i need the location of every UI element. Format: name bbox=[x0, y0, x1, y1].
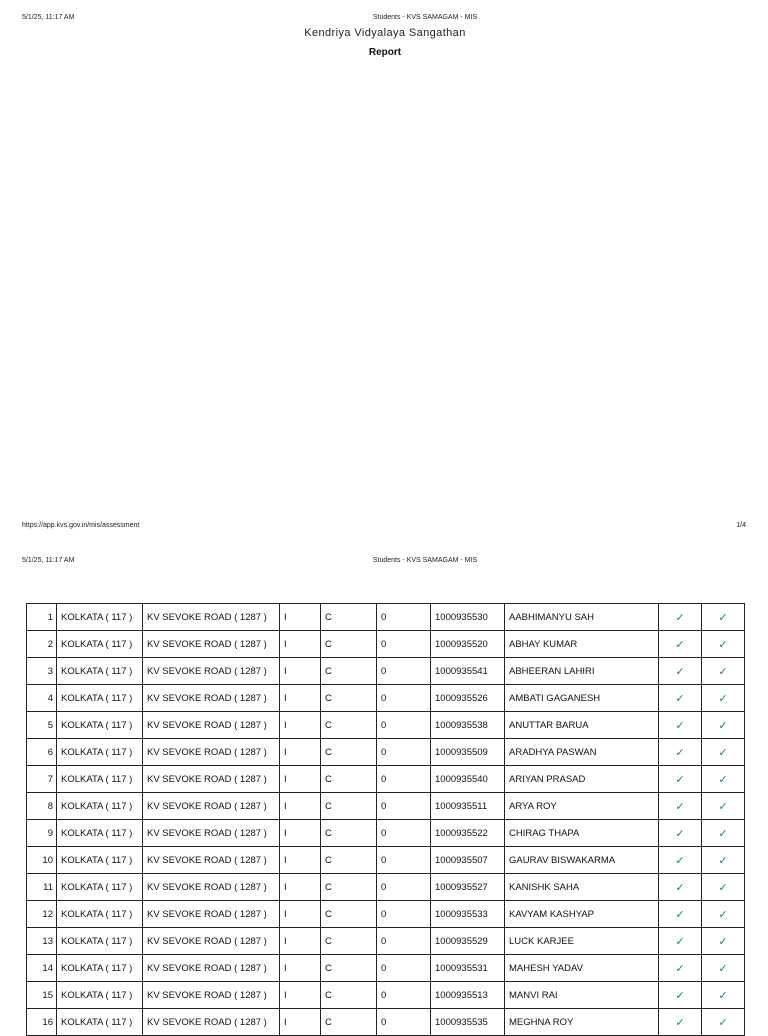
cell-student-name: CHIRAG THAPA bbox=[505, 820, 659, 847]
cell-class: I bbox=[280, 1009, 321, 1036]
cell-flag: 0 bbox=[377, 685, 431, 712]
cell-school: KV SEVOKE ROAD ( 1287 ) bbox=[143, 739, 280, 766]
cell-student-id: 1000935527 bbox=[431, 874, 505, 901]
cell-region: KOLKATA ( 117 ) bbox=[57, 955, 143, 982]
cell-student-name: MAHESH YADAV bbox=[505, 955, 659, 982]
cell-region: KOLKATA ( 117 ) bbox=[57, 874, 143, 901]
checkmark-icon: ✓ bbox=[659, 901, 702, 928]
cell-class: I bbox=[280, 631, 321, 658]
cell-region: KOLKATA ( 117 ) bbox=[57, 1009, 143, 1036]
checkmark-icon: ✓ bbox=[659, 739, 702, 766]
cell-region: KOLKATA ( 117 ) bbox=[57, 604, 143, 631]
table-row bbox=[27, 874, 745, 901]
cell-region: KOLKATA ( 117 ) bbox=[57, 685, 143, 712]
table-row bbox=[27, 658, 745, 685]
cell-school: KV SEVOKE ROAD ( 1287 ) bbox=[143, 604, 280, 631]
table-row bbox=[27, 739, 745, 766]
cell-serial-number: 6 bbox=[27, 739, 57, 766]
cell-class: I bbox=[280, 739, 321, 766]
cell-class: I bbox=[280, 901, 321, 928]
table-row bbox=[27, 631, 745, 658]
checkmark-icon: ✓ bbox=[659, 658, 702, 685]
cell-school: KV SEVOKE ROAD ( 1287 ) bbox=[143, 928, 280, 955]
cell-school: KV SEVOKE ROAD ( 1287 ) bbox=[143, 874, 280, 901]
print-header-datetime: 5/1/25, 11:17 AM bbox=[22, 14, 75, 21]
cell-section: C bbox=[321, 820, 377, 847]
table-row bbox=[27, 928, 745, 955]
cell-student-id: 1000935540 bbox=[431, 766, 505, 793]
cell-school: KV SEVOKE ROAD ( 1287 ) bbox=[143, 766, 280, 793]
cell-serial-number: 13 bbox=[27, 928, 57, 955]
cell-flag: 0 bbox=[377, 631, 431, 658]
cell-flag: 0 bbox=[377, 604, 431, 631]
cell-section: C bbox=[321, 766, 377, 793]
cell-class: I bbox=[280, 766, 321, 793]
cell-school: KV SEVOKE ROAD ( 1287 ) bbox=[143, 712, 280, 739]
table-row bbox=[27, 901, 745, 928]
cell-serial-number: 1 bbox=[27, 604, 57, 631]
cell-class: I bbox=[280, 928, 321, 955]
cell-region: KOLKATA ( 117 ) bbox=[57, 847, 143, 874]
checkmark-icon: ✓ bbox=[702, 847, 745, 874]
students-table bbox=[26, 603, 744, 1036]
cell-flag: 0 bbox=[377, 847, 431, 874]
checkmark-icon: ✓ bbox=[702, 604, 745, 631]
cell-flag: 0 bbox=[377, 874, 431, 901]
checkmark-icon: ✓ bbox=[659, 874, 702, 901]
cell-flag: 0 bbox=[377, 820, 431, 847]
print-footer-page-number: 1/4 bbox=[736, 522, 746, 529]
cell-student-name: MEGHNA ROY bbox=[505, 1009, 659, 1036]
checkmark-icon: ✓ bbox=[702, 739, 745, 766]
checkmark-icon: ✓ bbox=[659, 631, 702, 658]
cell-section: C bbox=[321, 739, 377, 766]
checkmark-icon: ✓ bbox=[702, 955, 745, 982]
cell-student-name: ARADHYA PASWAN bbox=[505, 739, 659, 766]
cell-section: C bbox=[321, 712, 377, 739]
cell-region: KOLKATA ( 117 ) bbox=[57, 820, 143, 847]
cell-flag: 0 bbox=[377, 712, 431, 739]
cell-student-id: 1000935535 bbox=[431, 1009, 505, 1036]
print-header-title: Students - KVS SAMAGAM - MIS bbox=[372, 14, 478, 21]
cell-class: I bbox=[280, 874, 321, 901]
cell-school: KV SEVOKE ROAD ( 1287 ) bbox=[143, 685, 280, 712]
cell-region: KOLKATA ( 117 ) bbox=[57, 712, 143, 739]
checkmark-icon: ✓ bbox=[659, 928, 702, 955]
cell-class: I bbox=[280, 712, 321, 739]
checkmark-icon: ✓ bbox=[659, 1009, 702, 1036]
cell-serial-number: 15 bbox=[27, 982, 57, 1009]
cell-student-name: ABHAY KUMAR bbox=[505, 631, 659, 658]
cell-flag: 0 bbox=[377, 901, 431, 928]
cell-student-name: MANVI RAI bbox=[505, 982, 659, 1009]
checkmark-icon: ✓ bbox=[702, 1009, 745, 1036]
checkmark-icon: ✓ bbox=[702, 793, 745, 820]
students-table-body bbox=[27, 604, 745, 1036]
table-row bbox=[27, 793, 745, 820]
checkmark-icon: ✓ bbox=[659, 793, 702, 820]
cell-flag: 0 bbox=[377, 739, 431, 766]
cell-student-id: 1000935522 bbox=[431, 820, 505, 847]
cell-student-name: AABHIMANYU SAH bbox=[505, 604, 659, 631]
print-footer-url: https://app.kvs.gov.in/mis/assessment bbox=[22, 522, 140, 529]
cell-student-name: KAVYAM KASHYAP bbox=[505, 901, 659, 928]
cell-class: I bbox=[280, 793, 321, 820]
cell-section: C bbox=[321, 874, 377, 901]
cell-serial-number: 14 bbox=[27, 955, 57, 982]
cell-serial-number: 12 bbox=[27, 901, 57, 928]
cell-student-id: 1000935533 bbox=[431, 901, 505, 928]
cell-school: KV SEVOKE ROAD ( 1287 ) bbox=[143, 1009, 280, 1036]
checkmark-icon: ✓ bbox=[659, 820, 702, 847]
checkmark-icon: ✓ bbox=[659, 847, 702, 874]
cell-section: C bbox=[321, 685, 377, 712]
cell-student-name: ARYA ROY bbox=[505, 793, 659, 820]
cell-section: C bbox=[321, 658, 377, 685]
cell-student-id: 1000935530 bbox=[431, 604, 505, 631]
cell-class: I bbox=[280, 982, 321, 1009]
cell-region: KOLKATA ( 117 ) bbox=[57, 766, 143, 793]
cell-serial-number: 8 bbox=[27, 793, 57, 820]
cell-student-name: ARIYAN PRASAD bbox=[505, 766, 659, 793]
cell-student-name: GAURAV BISWAKARMA bbox=[505, 847, 659, 874]
cell-student-name: ABHEERAN LAHIRI bbox=[505, 658, 659, 685]
cell-section: C bbox=[321, 604, 377, 631]
cell-student-id: 1000935520 bbox=[431, 631, 505, 658]
cell-section: C bbox=[321, 1009, 377, 1036]
checkmark-icon: ✓ bbox=[702, 928, 745, 955]
cell-student-id: 1000935538 bbox=[431, 712, 505, 739]
table-row bbox=[27, 1009, 745, 1036]
cell-school: KV SEVOKE ROAD ( 1287 ) bbox=[143, 631, 280, 658]
cell-region: KOLKATA ( 117 ) bbox=[57, 901, 143, 928]
print-header-title: Students - KVS SAMAGAM - MIS bbox=[372, 557, 478, 564]
cell-serial-number: 2 bbox=[27, 631, 57, 658]
cell-serial-number: 5 bbox=[27, 712, 57, 739]
cell-section: C bbox=[321, 793, 377, 820]
cell-flag: 0 bbox=[377, 793, 431, 820]
cell-flag: 0 bbox=[377, 928, 431, 955]
table-row bbox=[27, 712, 745, 739]
cell-student-id: 1000935513 bbox=[431, 982, 505, 1009]
cell-school: KV SEVOKE ROAD ( 1287 ) bbox=[143, 793, 280, 820]
report-title: Report bbox=[368, 47, 402, 58]
cell-student-id: 1000935526 bbox=[431, 685, 505, 712]
cell-flag: 0 bbox=[377, 955, 431, 982]
cell-region: KOLKATA ( 117 ) bbox=[57, 982, 143, 1009]
cell-section: C bbox=[321, 631, 377, 658]
checkmark-icon: ✓ bbox=[659, 955, 702, 982]
table-row bbox=[27, 604, 745, 631]
cell-region: KOLKATA ( 117 ) bbox=[57, 928, 143, 955]
table-row bbox=[27, 955, 745, 982]
cell-student-id: 1000935531 bbox=[431, 955, 505, 982]
cell-section: C bbox=[321, 847, 377, 874]
cell-school: KV SEVOKE ROAD ( 1287 ) bbox=[143, 901, 280, 928]
checkmark-icon: ✓ bbox=[702, 901, 745, 928]
cell-student-id: 1000935529 bbox=[431, 928, 505, 955]
cell-serial-number: 3 bbox=[27, 658, 57, 685]
cell-student-name: ANUTTAR BARUA bbox=[505, 712, 659, 739]
cell-section: C bbox=[321, 928, 377, 955]
cell-serial-number: 11 bbox=[27, 874, 57, 901]
checkmark-icon: ✓ bbox=[702, 982, 745, 1009]
cell-flag: 0 bbox=[377, 982, 431, 1009]
cell-school: KV SEVOKE ROAD ( 1287 ) bbox=[143, 847, 280, 874]
checkmark-icon: ✓ bbox=[659, 766, 702, 793]
cell-class: I bbox=[280, 658, 321, 685]
cell-student-name: LUCK KARJEE bbox=[505, 928, 659, 955]
cell-student-id: 1000935509 bbox=[431, 739, 505, 766]
cell-student-id: 1000935541 bbox=[431, 658, 505, 685]
cell-student-id: 1000935507 bbox=[431, 847, 505, 874]
cell-region: KOLKATA ( 117 ) bbox=[57, 793, 143, 820]
cell-section: C bbox=[321, 955, 377, 982]
cell-class: I bbox=[280, 685, 321, 712]
cell-region: KOLKATA ( 117 ) bbox=[57, 631, 143, 658]
cell-school: KV SEVOKE ROAD ( 1287 ) bbox=[143, 955, 280, 982]
organization-name: Kendriya Vidyalaya Sangathan bbox=[304, 27, 466, 39]
cell-school: KV SEVOKE ROAD ( 1287 ) bbox=[143, 658, 280, 685]
table-row bbox=[27, 982, 745, 1009]
checkmark-icon: ✓ bbox=[702, 820, 745, 847]
cell-class: I bbox=[280, 820, 321, 847]
cell-section: C bbox=[321, 901, 377, 928]
print-header-datetime: 5/1/25, 11:17 AM bbox=[22, 557, 75, 564]
cell-region: KOLKATA ( 117 ) bbox=[57, 658, 143, 685]
table-row bbox=[27, 847, 745, 874]
checkmark-icon: ✓ bbox=[702, 712, 745, 739]
cell-class: I bbox=[280, 604, 321, 631]
table-row bbox=[27, 820, 745, 847]
checkmark-icon: ✓ bbox=[702, 631, 745, 658]
cell-region: KOLKATA ( 117 ) bbox=[57, 739, 143, 766]
cell-school: KV SEVOKE ROAD ( 1287 ) bbox=[143, 982, 280, 1009]
cell-class: I bbox=[280, 847, 321, 874]
checkmark-icon: ✓ bbox=[659, 604, 702, 631]
cell-flag: 0 bbox=[377, 766, 431, 793]
cell-class: I bbox=[280, 955, 321, 982]
checkmark-icon: ✓ bbox=[702, 685, 745, 712]
checkmark-icon: ✓ bbox=[702, 874, 745, 901]
cell-flag: 0 bbox=[377, 1009, 431, 1036]
cell-student-name: AMBATI GAGANESH bbox=[505, 685, 659, 712]
table-row bbox=[27, 766, 745, 793]
cell-serial-number: 7 bbox=[27, 766, 57, 793]
cell-serial-number: 16 bbox=[27, 1009, 57, 1036]
cell-school: KV SEVOKE ROAD ( 1287 ) bbox=[143, 820, 280, 847]
checkmark-icon: ✓ bbox=[659, 685, 702, 712]
cell-serial-number: 4 bbox=[27, 685, 57, 712]
checkmark-icon: ✓ bbox=[702, 658, 745, 685]
cell-flag: 0 bbox=[377, 658, 431, 685]
cell-section: C bbox=[321, 982, 377, 1009]
cell-serial-number: 9 bbox=[27, 820, 57, 847]
cell-student-id: 1000935511 bbox=[431, 793, 505, 820]
table-row bbox=[27, 685, 745, 712]
checkmark-icon: ✓ bbox=[659, 712, 702, 739]
cell-student-name: KANISHK SAHA bbox=[505, 874, 659, 901]
cell-serial-number: 10 bbox=[27, 847, 57, 874]
checkmark-icon: ✓ bbox=[702, 766, 745, 793]
checkmark-icon: ✓ bbox=[659, 982, 702, 1009]
